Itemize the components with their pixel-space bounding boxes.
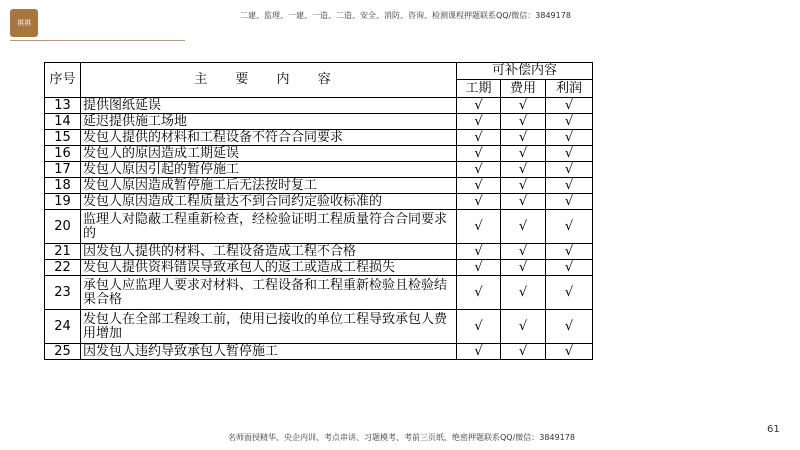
check-profit: √ [546,244,593,260]
row-content: 因发包人提供的材料、工程设备造成工程不合格 [81,244,457,260]
row-number: 14 [45,114,81,130]
row-content: 发包人的原因造成工期延误 [81,146,457,162]
table-row [45,244,593,260]
check-schedule: √ [457,244,501,260]
table-row [45,310,593,344]
row-number: 24 [45,310,81,344]
check-cost: √ [501,194,546,210]
row-content: 发包人提供的材料和工程设备不符合合同要求 [81,130,457,146]
row-content: 监理人对隐蔽工程重新检查，经检验证明工程质量符合合同要求的 [81,210,457,244]
logo: 祺祺 [10,9,38,37]
check-cost: √ [501,260,546,276]
check-cost: √ [501,344,546,360]
table-row [45,162,593,178]
table-row [45,276,593,310]
row-content: 因发包人违约导致承包人暂停施工 [81,344,457,360]
check-schedule: √ [457,344,501,360]
check-schedule: √ [457,210,501,244]
check-profit: √ [546,98,593,114]
check-schedule: √ [457,310,501,344]
header-contact-text: 二建、监理、一建、一造、二造、安全、消防、咨询、检测课程押题联系QQ/微信：3849178 [240,11,571,20]
row-content: 发包人提供资料错误导致承包人的返工或造成工程损失 [81,260,457,276]
check-profit: √ [546,260,593,276]
header-profit: 利润 [546,80,593,98]
check-schedule: √ [457,130,501,146]
row-number: 16 [45,146,81,162]
row-number: 20 [45,210,81,244]
table-row [45,98,593,114]
check-schedule: √ [457,178,501,194]
row-content: 承包人应监理人要求对材料、工程设备和工程重新检验且检验结果合格 [81,276,457,310]
check-cost: √ [501,310,546,344]
check-cost: √ [501,244,546,260]
check-profit: √ [546,162,593,178]
table-row [45,194,593,210]
check-cost: √ [501,210,546,244]
header-compensable: 可补偿内容 [457,63,593,80]
table-row [45,146,593,162]
check-cost: √ [501,276,546,310]
check-profit: √ [546,114,593,130]
row-number: 18 [45,178,81,194]
header-cost: 费用 [501,80,546,98]
check-profit: √ [546,310,593,344]
header-schedule: 工期 [457,80,501,98]
table-row [45,344,593,360]
check-schedule: √ [457,98,501,114]
row-content: 发包人原因引起的暂停施工 [81,162,457,178]
header-serial-number: 序号 [45,63,81,98]
header-divider [10,40,185,41]
row-number: 15 [45,130,81,146]
check-profit: √ [546,130,593,146]
check-cost: √ [501,162,546,178]
row-content: 发包人原因造成工程质量达不到合同约定验收标准的 [81,194,457,210]
row-number: 23 [45,276,81,310]
check-profit: √ [546,194,593,210]
check-schedule: √ [457,162,501,178]
compensation-table [44,62,593,360]
row-number: 25 [45,344,81,360]
check-profit: √ [546,276,593,310]
check-profit: √ [546,210,593,244]
check-profit: √ [546,178,593,194]
check-cost: √ [501,130,546,146]
row-content: 延迟提供施工场地 [81,114,457,130]
check-schedule: √ [457,260,501,276]
page-number: 61 [767,424,780,435]
table-row [45,260,593,276]
row-number: 19 [45,194,81,210]
check-cost: √ [501,146,546,162]
table-row [45,210,593,244]
table-row [45,178,593,194]
header-main-content: 主 要 内 容 [81,63,457,98]
check-cost: √ [501,178,546,194]
row-content: 提供图纸延误 [81,98,457,114]
row-number: 22 [45,260,81,276]
table-row [45,114,593,130]
check-schedule: √ [457,114,501,130]
check-schedule: √ [457,276,501,310]
row-number: 13 [45,98,81,114]
footer-contact-text: 名师面授精华、央企内训、考点串讲、习题模考、考前三页纸、绝密押题联系QQ/微信：3849178 [228,433,575,442]
table-row [45,130,593,146]
check-cost: √ [501,114,546,130]
check-schedule: √ [457,146,501,162]
check-profit: √ [546,146,593,162]
row-content: 发包人原因造成暂停施工后无法按时复工 [81,178,457,194]
check-schedule: √ [457,194,501,210]
check-cost: √ [501,98,546,114]
check-profit: √ [546,344,593,360]
row-number: 21 [45,244,81,260]
row-number: 17 [45,162,81,178]
row-content: 发包人在全部工程竣工前，使用已接收的单位工程导致承包人费用增加 [81,310,457,344]
